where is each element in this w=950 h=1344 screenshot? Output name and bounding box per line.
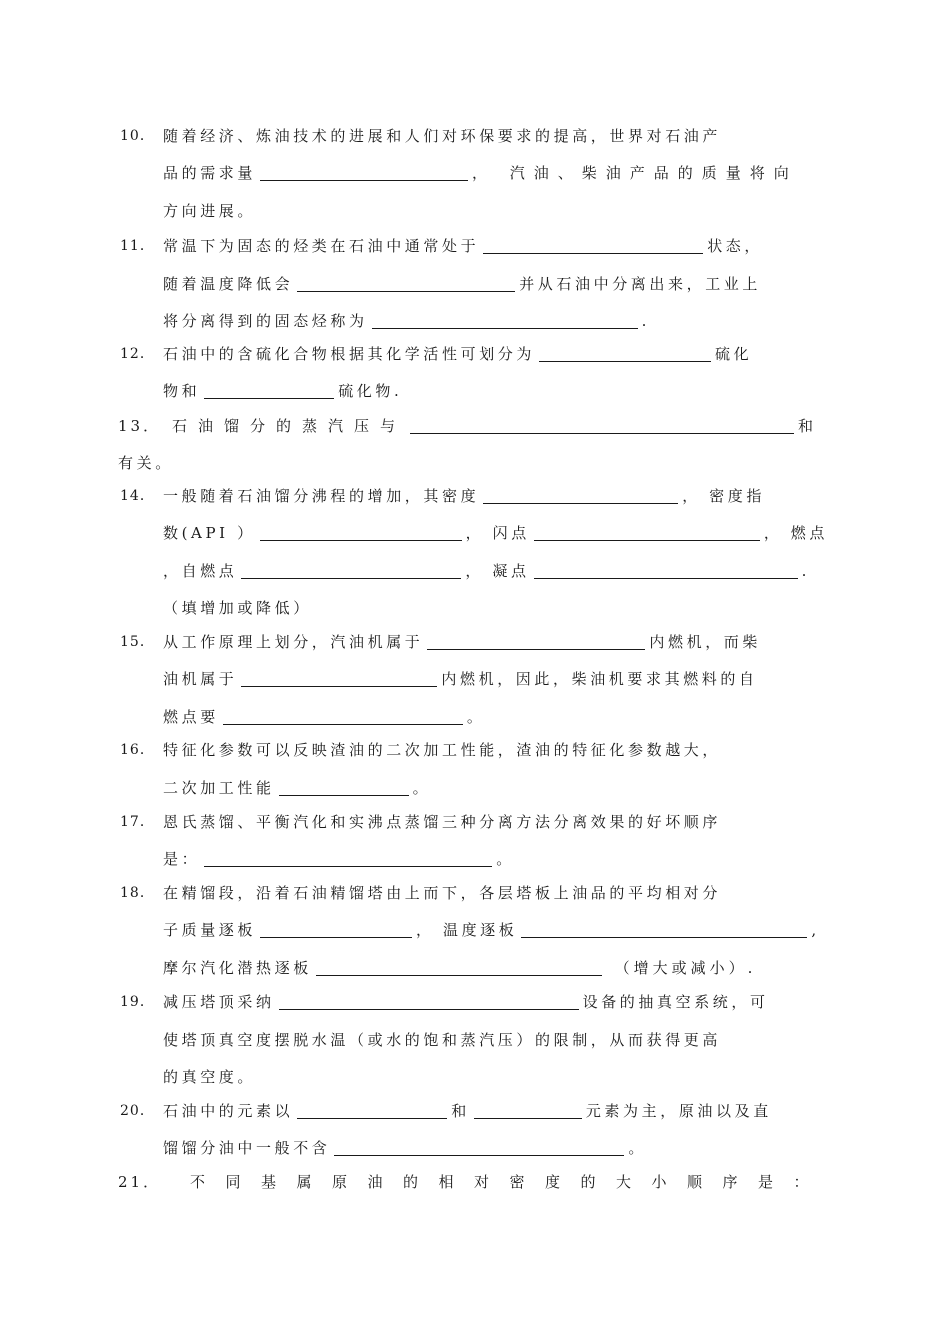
question-number: 14． <box>120 488 155 504</box>
question-number: 18． <box>120 885 155 901</box>
question-text: 使塔顶真空度摆脱水温（或水的饱和蒸汽压）的限制，从而获得更高 <box>163 1031 722 1049</box>
question-number: 16． <box>120 742 155 758</box>
question-text: 特征化参数可以反映渣油的二次加工性能，渣油的特征化参数越大， <box>163 741 722 759</box>
question-number: 19． <box>120 994 155 1010</box>
answer-blank[interactable] <box>410 416 794 434</box>
answer-blank[interactable] <box>297 1101 447 1119</box>
question-number: 11． <box>120 238 155 254</box>
answer-blank[interactable] <box>260 523 462 541</box>
answer-blank[interactable] <box>297 274 515 292</box>
question-number: 20． <box>120 1103 155 1119</box>
question-text: 石油馏分的蒸汽压与 和 <box>172 417 817 435</box>
question-text: 油机属于 内燃机，因此，柴油机要求其燃料的自 <box>163 670 758 688</box>
answer-blank[interactable] <box>483 236 703 254</box>
question-text: 随着温度降低会 并从石油中分离出来，工业上 <box>163 275 762 293</box>
question-number: 12． <box>120 346 155 362</box>
question-text: 减压塔顶采纳 设备的抽真空系统，可 <box>163 993 769 1011</box>
question-text: 石油中的元素以 和 元素为主，原油以及直 <box>163 1102 772 1120</box>
answer-blank[interactable] <box>483 486 678 504</box>
answer-blank[interactable] <box>241 669 437 687</box>
answer-blank[interactable] <box>534 561 798 579</box>
answer-blank[interactable] <box>204 381 334 399</box>
answer-blank[interactable] <box>521 920 807 938</box>
question-text: 的真空度。 <box>163 1068 257 1086</box>
question-text: 不同基属原油的相对密度的大小顺序是： <box>190 1173 830 1191</box>
question-text: 物和 硫化物. <box>163 382 403 400</box>
question-text: （填增加或降低） <box>163 599 312 617</box>
answer-blank[interactable] <box>427 632 645 650</box>
question-text: 一般随着石油馏分沸程的增加，其密度 ， 密度指 <box>163 487 765 505</box>
question-number: 10． <box>120 128 155 144</box>
answer-blank[interactable] <box>223 707 463 725</box>
question-text: 将分离得到的固态烃称为 . <box>163 312 650 330</box>
question-number: 21． <box>118 1173 162 1191</box>
question-text: 数(API ） ， 闪点 ， 燃点 <box>163 524 829 542</box>
question-number: 15． <box>120 634 155 650</box>
answer-blank[interactable] <box>204 849 492 867</box>
question-text: 是： 。 <box>163 850 515 868</box>
question-text: 有关。 <box>118 454 174 472</box>
answer-blank[interactable] <box>260 163 468 181</box>
answer-blank[interactable] <box>279 778 409 796</box>
question-text: 子质量逐板 ， 温度逐板 , <box>163 921 820 939</box>
question-text: ，自燃点 ， 凝点 . <box>163 562 810 580</box>
answer-blank[interactable] <box>539 344 711 362</box>
answer-blank[interactable] <box>279 992 579 1010</box>
answer-blank[interactable] <box>260 920 412 938</box>
question-text: 方向进展。 <box>163 202 257 220</box>
question-text: 从工作原理上划分，汽油机属于 内燃机，而柴 <box>163 633 762 651</box>
question-text: 石油中的含硫化合物根据其化学活性可划分为 硫化 <box>163 345 753 363</box>
answer-blank[interactable] <box>372 311 638 329</box>
question-text: 燃点要 。 <box>163 708 486 726</box>
question-text: 常温下为固态的烃类在石油中通常处于 状态， <box>163 237 764 255</box>
question-text: 品的需求量 ， 汽油、柴油产品的质量将向 <box>163 164 798 182</box>
answer-blank[interactable] <box>474 1101 582 1119</box>
answer-blank[interactable] <box>241 561 461 579</box>
question-text: 摩尔汽化潜热逐板 （增大或减小）. <box>163 959 757 977</box>
answer-blank[interactable] <box>316 958 602 976</box>
question-text: 二次加工性能 。 <box>163 779 432 797</box>
question-text: 馏馏分油中一般不含 。 <box>163 1139 648 1157</box>
answer-blank[interactable] <box>334 1138 624 1156</box>
question-text: 随着经济、炼油技术的进展和人们对环保要求的提高，世界对石油产 <box>163 127 722 145</box>
question-number: 17． <box>120 814 155 830</box>
question-number: 13． <box>118 417 162 435</box>
question-text: 在精馏段，沿着石油精馏塔由上而下，各层塔板上油品的平均相对分 <box>163 884 722 902</box>
question-text: 恩氏蒸馏、平衡汽化和实沸点蒸馏三种分离方法分离效果的好坏顺序 <box>163 813 722 831</box>
answer-blank[interactable] <box>534 523 760 541</box>
